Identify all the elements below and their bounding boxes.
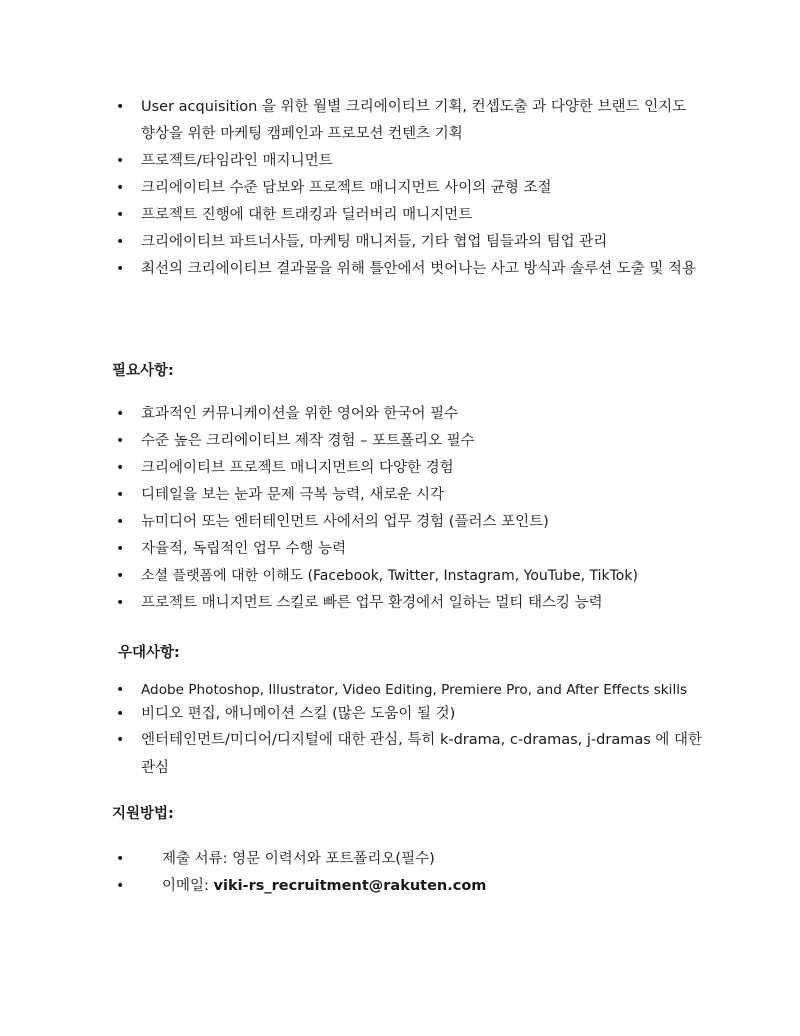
list-item [116, 726, 716, 782]
list-item-text: 자율적, 독립적인 업무 수행 능력 [141, 541, 347, 557]
list-item-text: 디테일을 보는 눈과 문제 극복 능력, 새로운 시각 [141, 487, 445, 503]
list-item-text: Adobe Photoshop, Illustrator, Video Editing, Premiere Pro, and After Effects skills [141, 682, 688, 698]
bullet-icon: • [116, 732, 125, 748]
email-address: viki-rs_recruitment@rakuten.com [213, 878, 487, 894]
bullet-icon: • [116, 460, 125, 476]
list-item-text: 크리에이티브 프로젝트 매니지먼트의 다양한 경험 [141, 460, 454, 476]
list-item [116, 563, 756, 590]
list-item [116, 702, 716, 726]
bullet-icon: • [116, 207, 125, 223]
bullet-icon: • [116, 433, 125, 449]
preferred-heading: 우대사항: [118, 645, 180, 661]
list-item [116, 428, 756, 455]
bullet-icon: • [116, 487, 125, 503]
list-item [116, 536, 756, 563]
bullet-icon: • [116, 514, 125, 530]
list-item-text: 수준 높은 크리에이티브 제작 경험 – 포트폴리오 필수 [141, 433, 475, 449]
list-item [116, 482, 756, 509]
bullet-icon: • [116, 261, 125, 277]
requirements-list [116, 401, 756, 617]
bullet-icon: • [116, 406, 125, 422]
list-item [116, 455, 756, 482]
list-item [116, 590, 756, 617]
bullet-icon: • [116, 568, 125, 584]
bullet-icon: • [116, 153, 125, 169]
bullet-icon: • [116, 180, 125, 196]
list-item [116, 873, 716, 900]
list-item-text: 최선의 크리에이티브 결과물을 위해 틀안에서 벗어나는 사고 방식과 솔루션 도출 및 적용 [141, 261, 696, 277]
email-label: 이메일: [162, 878, 214, 894]
list-item [116, 256, 701, 283]
apply-heading: 지원방법: [112, 806, 174, 822]
list-item [116, 509, 756, 536]
bullet-icon: • [116, 851, 125, 867]
list-item-text: 크리에이티브 수준 담보와 프로젝트 매니지먼트 사이의 균형 조절 [141, 180, 552, 196]
bullet-icon: • [116, 682, 125, 698]
apply-list [116, 846, 716, 900]
requirements-heading: 필요사항: [112, 363, 174, 379]
bullet-icon: • [116, 595, 125, 611]
preferred-list [116, 678, 716, 782]
documents-text: 제출 서류: 영문 이력서와 포트폴리오(필수) [162, 851, 435, 867]
responsibilities-list [116, 94, 716, 283]
list-item [116, 175, 716, 202]
list-item-text: 소셜 플랫폼에 대한 이해도 (Facebook, Twitter, Instagram, YouTube, TikTok) [141, 568, 638, 584]
bullet-icon: • [116, 99, 125, 115]
bullet-icon: • [116, 878, 125, 894]
list-item [116, 94, 701, 148]
list-item [116, 678, 716, 702]
bullet-icon: • [116, 234, 125, 250]
list-item-text: 크리에이티브 파트너사들, 마케팅 매니저들, 기타 협업 팀들과의 팀업 관리 [141, 234, 608, 250]
list-item-text: 프로젝트 진행에 대한 트래킹과 딜러버리 매니지먼트 [141, 207, 473, 223]
list-item-text: 비디오 편집, 애니메이션 스킬 (많은 도움이 될 것) [141, 706, 456, 722]
list-item [116, 401, 756, 428]
list-item-text: 프로젝트/타임라인 매지니먼트 [141, 153, 333, 169]
list-item [116, 846, 716, 873]
list-item [116, 148, 716, 175]
list-item-text: 엔터테인먼트/미디어/디지털에 대한 관심, 특히 k-drama, c-dramas, j-dramas 에 대한 관심 [141, 732, 703, 776]
list-item [116, 202, 716, 229]
list-item-text: User acquisition 을 위한 월별 크리에이티브 기획, 컨셉도출 과 다양한 브랜드 인지도 향상을 위한 마케팅 캠페인과 프로모션 컨텐츠 기획 [141, 99, 687, 142]
bullet-icon: • [116, 541, 125, 557]
list-item-text: 뉴미디어 또는 엔터테인먼트 사에서의 업무 경험 (플러스 포인트) [141, 514, 549, 530]
list-item-text: 프로젝트 매니지먼트 스킬로 빠른 업무 환경에서 일하는 멀티 태스킹 능력 [141, 595, 603, 611]
list-item-text: 효과적인 커뮤니케이션을 위한 영어와 한국어 필수 [141, 406, 459, 422]
list-item [116, 229, 716, 256]
bullet-icon: • [116, 706, 125, 722]
